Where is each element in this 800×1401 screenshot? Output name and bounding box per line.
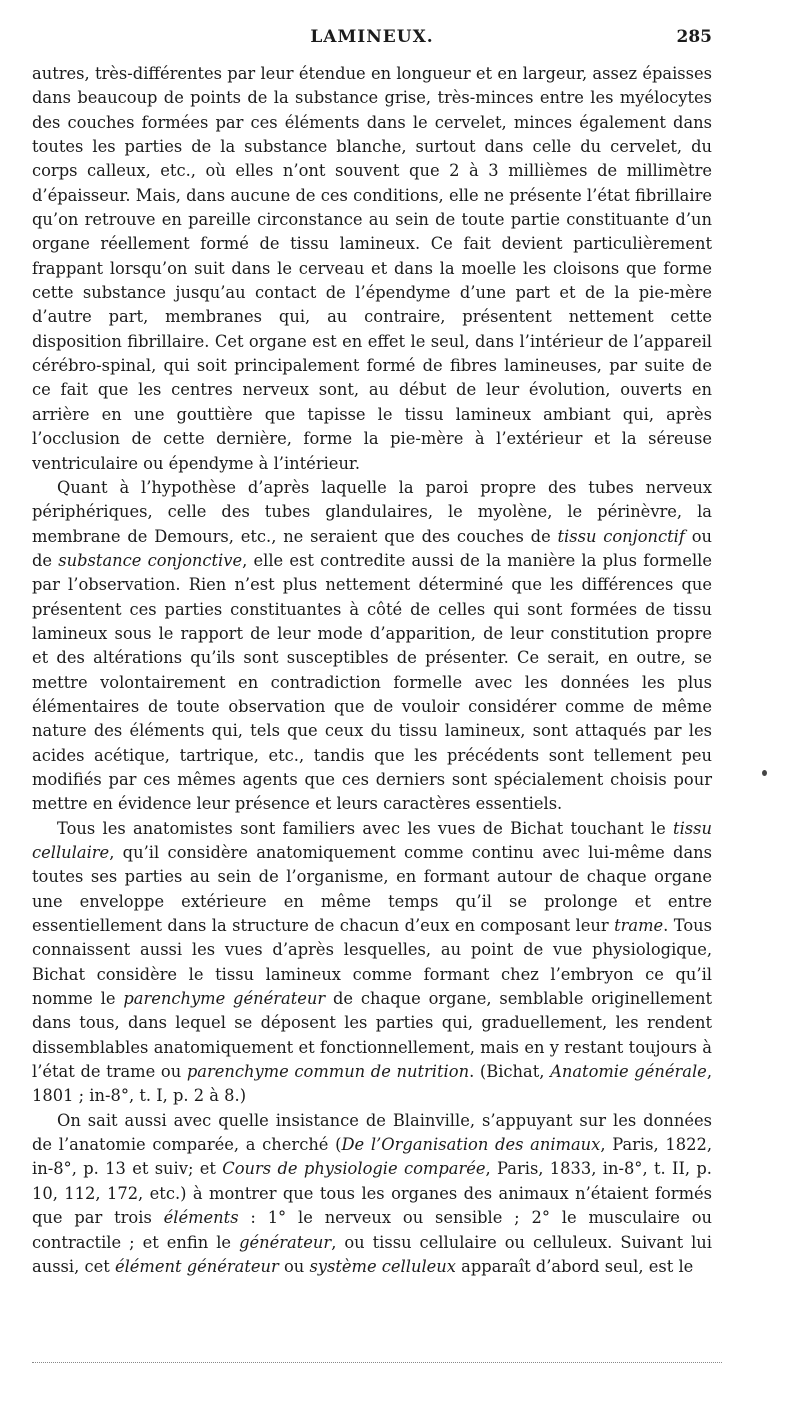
page-header — [32, 27, 712, 55]
page-number: 285 — [676, 27, 712, 47]
italic-text: éléments — [163, 1208, 239, 1228]
text-run: , 1801 ; in-8°, t. I, p. 2 à 8.) — [32, 1062, 712, 1106]
paragraph — [32, 1109, 712, 1279]
margin-ink-dot — [762, 770, 767, 776]
italic-text: parenchyme commun de nutrition — [186, 1062, 470, 1082]
body-text — [32, 62, 712, 1279]
text-run: , elle est contredite aussi de la manière la plus formelle par l’observation. Rien n’est plus nettement déterminé que les différences que présentent ces parties constituantes à côté de celles qui sont formées de tissu lamineux sous le rapport de leur mode d’apparition, de leur constitution propre et des altérations qu’ils sont susceptibles de présenter. Ce serait, en outre, se mettre volontairement en contradiction formelle avec les données les plus élémentaires de toute observation que de vouloir considérer comme de même nature des éléments qui, tels que ceux du tissu lamineux, sont attaqués par les acides acétique, tartrique, etc., tandis que les précédents sont tellement peu modifiés par ces mêmes agents que ces derniers sont spécialement choisis pour mettre en évidence leur présence et leurs caractères essentiels. — [32, 550, 712, 814]
italic-text: trame — [614, 916, 664, 936]
text-run: , Paris, 1822, in-8°, p. 13 et suiv; et — [32, 1135, 712, 1179]
running-title: LAMINEUX. — [310, 27, 434, 47]
italic-text: tissu conjonctif — [557, 526, 685, 546]
italic-text: élément générateur — [114, 1256, 279, 1276]
text-run: apparaît d’abord seul, est le — [455, 1256, 694, 1276]
text-run: , ou tissu cellulaire ou celluleux. Suivant lui aussi, cet — [32, 1232, 713, 1276]
italic-text: Anatomie générale — [550, 1062, 707, 1082]
text-run: de chaque organe, semblable originellement dans tous, dans lequel se déposent les parties qui, graduellement, les rendent dissemblables anatomiquement et fonctionnellement, mais en y restant toujours à l’état de trame ou — [32, 989, 712, 1082]
italic-text: substance conjonctive — [58, 550, 243, 570]
italic-text: parenchyme générateur — [123, 989, 326, 1009]
paragraph — [32, 476, 712, 817]
italic-text: tissu cellulaire — [32, 818, 712, 862]
text-run: On sait aussi avec quelle insistance de Blainville, s’appuyant sur les données de l’anatomie comparée, a cherché ( — [32, 1110, 712, 1155]
text-run: Quant à l’hypothèse d’après laquelle la paroi propre des tubes nerveux périphériques, celle des tubes glandulaires, le myolène, le périnèvre, la membrane de Demours, etc., ne seraient que des couches de — [32, 477, 712, 546]
italic-text: système celluleux — [309, 1256, 456, 1276]
text-run: ou — [278, 1256, 310, 1276]
text-run: ou de — [32, 526, 712, 570]
text-run: . (Bichat, — [469, 1062, 551, 1082]
text-run: Tous les anatomistes sont familiers avec les vues de Bichat touchant le — [57, 818, 674, 838]
paragraph — [32, 62, 712, 476]
text-run: , qu’il considère anatomiquement comme continu avec lui-même dans toutes ses parties au sein de l’organisme, en formant autour de chaque organe une enveloppe extérieure en même temps qu’il se prolonge et entre essentiellement dans la structure de chacun d’eux en composant leur — [32, 843, 712, 936]
italic-text: générateur — [239, 1232, 332, 1252]
text-run: . Tous connaissent aussi les vues d’après lesquelles, au point de vue physiologique, Bichat considère le tissu lamineux comme formant chez l’embryon ce qu’il nomme le — [32, 916, 713, 1009]
text-run: , Paris, 1833, in-8°, t. II, p. 10, 112, 172, etc.) à montrer que tous les organes des animaux n’étaient formés que par trois — [32, 1159, 712, 1228]
paragraph — [32, 817, 712, 1109]
italic-text: Cours de physiologie comparée — [222, 1159, 486, 1179]
text-run: autres, très-différentes par leur étendue en longueur et en largeur, assez épaisses dans beaucoup de points de la substance grise, très-minces entre les myélocytes des couches formées par ces éléments dans le cervelet, minces également dans toutes les parties de la substance blanche, surtout dans celle du cervelet, du corps calleux, etc., où elles n’ont souvent que 2 à 3 millièmes de millimètre d’épaisseur. Mais, dans aucune de ces conditions, elle ne présente l’état fibrillaire qu’on retrouve en pareille circonstance au sein de toute partie constituante d’un organe réellement formé de tissu lamineux. Ce fait devient particulièrement frappant lorsqu’on suit dans le cerveau et dans la moelle les cloisons que forme cette substance jusqu’au contact de l’épendyme d’une part et de la pie-mère d’autre part, membranes qui, au contraire, présentent nettement cette disposition fibrillaire. Cet organe est en effet le seul, dans l’intérieur de l’appareil cérébro-spinal, qui soit principalement formé de fibres lamineuses, par suite de ce fait que les centres nerveux sont, au début de leur évolution, ouverts en arrière en une gouttière que tapisse le tissu lamineux ambiant qui, après l’occlusion de cette dernière, forme la pie-mère à l’extérieur et la séreuse ventriculaire ou épendyme à l’intérieur. — [32, 64, 712, 473]
footer-dotted-rule — [32, 1362, 722, 1363]
text-run: : 1° le nerveux ou sensible ; 2° le musculaire ou contractile ; et enfin le — [32, 1208, 712, 1252]
italic-text: De l’Organisation des animaux — [341, 1135, 601, 1155]
